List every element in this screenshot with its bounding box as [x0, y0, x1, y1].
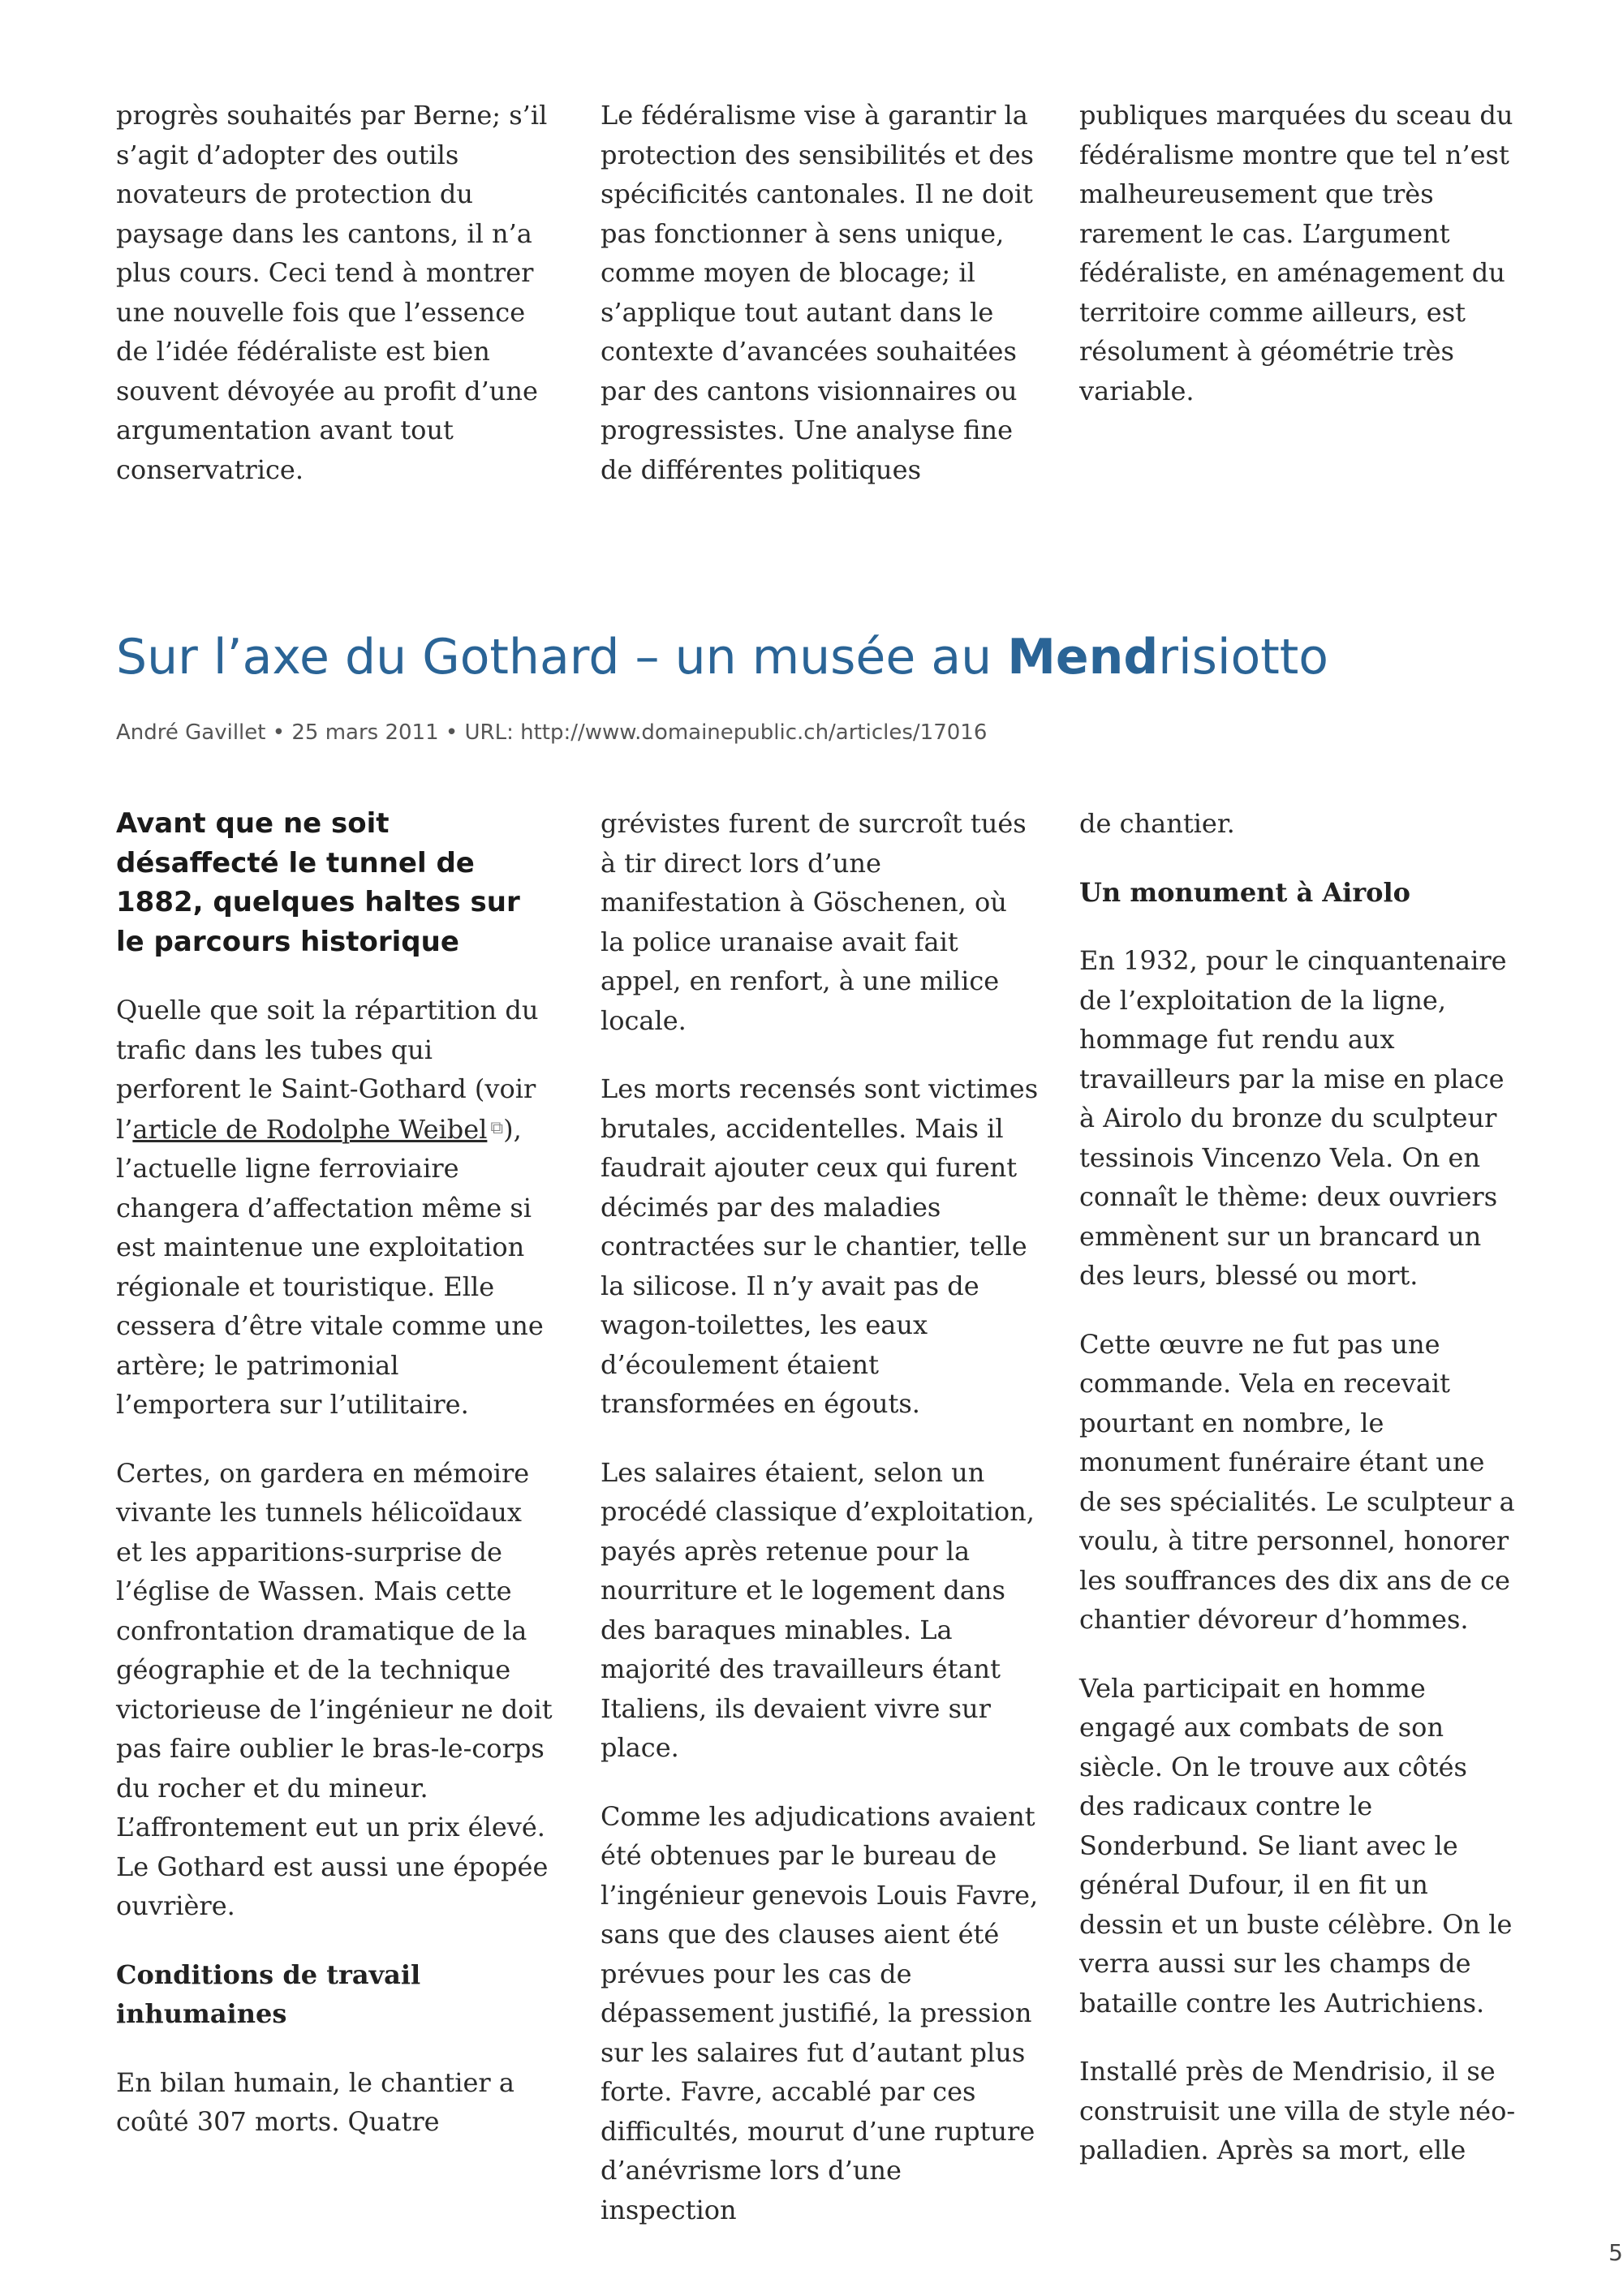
paragraph-text: ), l’actuelle ligne ferroviaire changera d’affectation même si est maintenue une exploitation régionale et touristique. Elle cessera d’être vitale comme une artère; le patrimonial l’emportera sur l’utilitaire. — [116, 1113, 544, 1420]
top-column-2 — [601, 96, 1039, 489]
paragraph: En bilan humain, le chantier a coûté 307 morts. Quatre — [116, 2066, 514, 2137]
paragraph: Comme les adjudications avaient été obtenues par le bureau de l’ingénieur genevois Louis Favre, sans que des clauses aient été prévues pour les cas de dépassement justifié, la pression sur les salaires fut d’autant plus forte. Favre, accablé par ces difficultés, mourut d’une rupture d’anévrisme lors d’une inspection — [601, 1800, 1039, 2225]
external-link-icon[interactable]: ⧉ — [490, 1117, 504, 1138]
paragraph: Certes, on gardera en mémoire vivante les tunnels hélicoïdaux et les apparitions-surprise de l’église de Wassen. Mais cette confrontation dramatique de la géographie et de la technique victorieuse de l’ingénieur ne doit pas faire oublier le bras-le-corps du rocher et du mineur. L’affrontement eut un prix élevé. Le Gothard est aussi une épopée ouvrière. — [116, 1457, 553, 1921]
page-number: 5 — [1608, 2239, 1623, 2266]
paragraph: grévistes furent de surcroît tués à tir direct lors d’une manifestation à Göschenen, où la police uranaise avait fait appel, en renfort, à une milice locale. — [601, 808, 1027, 1036]
article-title-post: risiotto — [1158, 629, 1329, 686]
section-heading: Un monument à Airolo — [1079, 876, 1411, 908]
article-link[interactable]: article de Rodolphe Weibel — [132, 1113, 488, 1145]
paragraph — [116, 991, 554, 1425]
section-heading: Conditions de travail inhumaines — [116, 1958, 421, 2029]
article-column-2 — [601, 804, 1039, 2229]
top-col3-text: publiques marquées du sceau du fédéralisme montre que tel n’est malheureusement que très rarement le cas. L’argument fédéraliste, en aménagement du territoire comme ailleurs, est résolument à géométrie très variable. — [1079, 100, 1513, 406]
article-title-strong: Mend — [1007, 629, 1159, 686]
article-title — [116, 629, 1328, 686]
paragraph: Les salaires étaient, selon un procédé classique d’exploitation, payés après retenue pour la nourriture et le logement dans des baraques minables. La majorité des travailleurs étant Italiens, ils devaient vivre sur place. — [601, 1456, 1035, 1763]
paragraph-text: Quelle que soit la répartition du trafic dans les tubes qui perforent le Saint-Gothard (voir l’ — [116, 995, 539, 1145]
paragraph: Installé près de Mendrisio, il se construisit une villa de style néo-palladien. Après sa mort, elle — [1079, 2056, 1516, 2165]
article-title-pre: Sur l’axe du Gothard – un musée au — [116, 629, 1008, 686]
article-column-3 — [1079, 804, 1518, 2170]
article-column-1 — [116, 804, 554, 2142]
paragraph: Vela participait en homme engagé aux combats de son siècle. On le trouve aux côtés des radicaux contre le Sonderbund. Se liant avec le général Dufour, il en fit un dessin et un buste célèbre. On le verra aussi sur les champs de bataille contre les Autrichiens. — [1079, 1672, 1513, 2019]
article-lead: Avant que ne soit désaffecté le tunnel de 1882, quelques haltes sur le parcours historique — [116, 807, 520, 958]
paragraph: Cette œuvre ne fut pas une commande. Vela en recevait pourtant en nombre, le monument funéraire étant une de ses spécialités. Le sculpteur a voulu, à titre personnel, honorer les souffrances des dix ans de ce chantier dévoreur d’hommes. — [1079, 1328, 1515, 1635]
top-column-1 — [116, 96, 554, 489]
article-meta: André Gavillet • 25 mars 2011 • URL: http://www.domainepublic.ch/articles/17016 — [116, 720, 988, 745]
top-column-3 — [1079, 96, 1518, 411]
top-col2-text: Le fédéralisme vise à garantir la protection des sensibilités et des spécificités cantonales. Il ne doit pas fonctionner à sens unique, comme moyen de blocage; il s’applique tout autant dans le contexte d’avancées souhaitées par des cantons visionnaires ou progressistes. Une analyse fine de différentes politiques — [601, 100, 1034, 485]
paragraph: de chantier. — [1079, 808, 1235, 839]
paragraph: Les morts recensés sont victimes brutales, accidentelles. Mais il faudrait ajouter ceux qui furent décimés par des maladies contractées sur le chantier, telle la silicose. Il n’y avait pas de wagon-toilettes, les eaux d’écoulement étaient transformées en égouts. — [601, 1073, 1039, 1419]
paragraph: En 1932, pour le cinquantenaire de l’exploitation de la ligne, hommage fut rendu aux travailleurs par la mise en place à Airolo du bronze du sculpteur tessinois Vincenzo Vela. On en connaît le thème: deux ouvriers emmènent sur un brancard un des leurs, blessé ou mort. — [1079, 945, 1507, 1291]
top-col1-text: progrès souhaités par Berne; s’il s’agit d’adopter des outils novateurs de protection du paysage dans les cantons, il n’a plus cours. Ceci tend à montrer une nouvelle fois que l’essence de l’idée fédéraliste est bien souvent dévoyée au profit d’une argumentation avant tout conservatrice. — [116, 100, 548, 485]
